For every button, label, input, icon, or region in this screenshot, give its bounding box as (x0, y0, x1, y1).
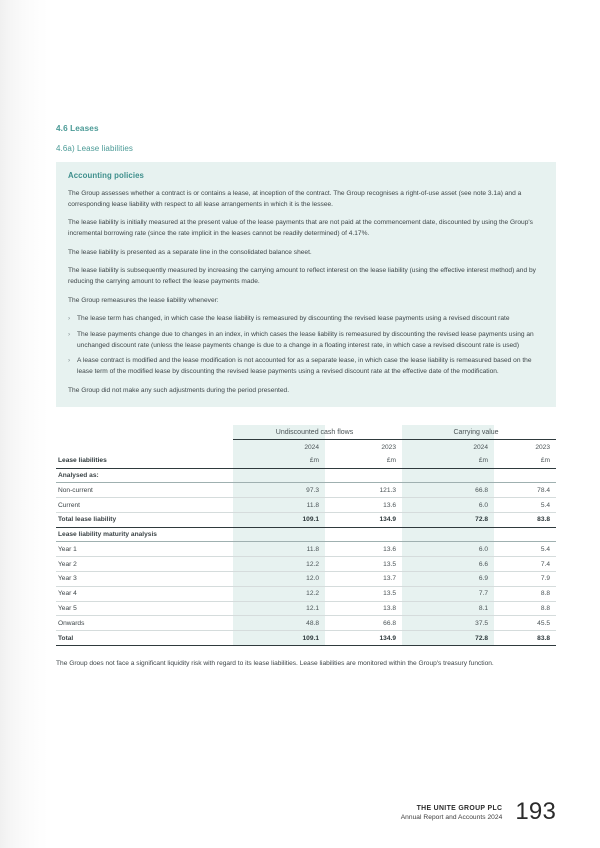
cell-carrying-2023: 5.4 (494, 498, 556, 513)
section-spacer (233, 527, 325, 542)
unit-undiscounted-2023: £m (325, 454, 402, 468)
cell-carrying-2024: 72.8 (402, 631, 494, 646)
cell-undiscounted-2024: 11.8 (233, 542, 325, 557)
policy-paragraph: The Group remeasures the lease liability whenever: (68, 296, 219, 304)
list-item: › The lease term has changed, in which case the lease liability is remeasured by discounting the revised lease payments using a revised discount rate (68, 314, 544, 325)
cell-undiscounted-2023: 13.5 (325, 586, 402, 601)
cell-undiscounted-2023: 13.6 (325, 542, 402, 557)
table-row (56, 498, 556, 513)
subsection-heading: 4.6a) Lease liabilities (56, 144, 134, 153)
section-spacer (325, 468, 402, 483)
table-row-total-lease-liability (56, 512, 556, 527)
table-group-header-row (56, 425, 556, 439)
section-spacer (494, 527, 556, 542)
year-carrying-2023: 2023 (535, 443, 551, 451)
cell-undiscounted-2024: 97.3 (233, 483, 325, 498)
table-row (56, 586, 556, 601)
remeasurement-bullet-list (68, 314, 544, 377)
cell-carrying-2024: 7.7 (402, 586, 494, 601)
cell-undiscounted-2024: 109.1 (233, 631, 325, 646)
table-row (56, 616, 556, 631)
policy-closing-paragraph: The Group did not make any such adjustments during the period presented. (68, 386, 290, 394)
table-row (56, 601, 556, 616)
cell-carrying-2023: 83.8 (494, 631, 556, 646)
unit-undiscounted-2024: £m (233, 454, 325, 468)
cell-carrying-2024: 72.8 (402, 512, 494, 527)
cell-carrying-2023: 83.8 (494, 512, 556, 527)
cell-carrying-2023: 45.5 (494, 616, 556, 631)
year-row-spacer (56, 440, 233, 454)
cell-undiscounted-2023: 134.9 (325, 631, 402, 646)
row-label: Year 5 (56, 601, 233, 616)
table-section-row-maturity-analysis (56, 527, 556, 542)
table-row (56, 542, 556, 557)
policy-paragraph: The lease liability is presented as a separate line in the consolidated balance sheet. (68, 248, 312, 256)
group-header-carrying: Carrying value (402, 425, 556, 439)
table-row-total (56, 631, 556, 646)
year-carrying-2024: 2024 (473, 443, 488, 451)
page-footer (401, 800, 556, 826)
page-content (56, 124, 556, 676)
cell-undiscounted-2024: 11.8 (233, 498, 325, 513)
table-row (56, 572, 556, 587)
row-label: Total lease liability (56, 512, 233, 527)
footer-company-name: THE UNITE GROUP PLC (416, 804, 503, 812)
list-item: › The lease payments change due to changes in an index, in which cases the lease liability is remeasured by discounting the revised lease payments using an unchanged discount rate (unless the lease payments change is due to a change in a floating interest rate, in which case a revised discount rate is used) (68, 330, 544, 351)
section-heading: 4.6 Leases (56, 124, 99, 133)
cell-carrying-2023: 8.8 (494, 601, 556, 616)
lease-liabilities-table (56, 425, 556, 646)
section-spacer (325, 527, 402, 542)
table-row-header-label: Lease liabilities (56, 454, 233, 468)
row-label: Current (56, 498, 233, 513)
page-binding-shadow (0, 0, 48, 848)
cell-undiscounted-2024: 12.2 (233, 557, 325, 572)
cell-undiscounted-2023: 13.7 (325, 572, 402, 587)
cell-carrying-2023: 78.4 (494, 483, 556, 498)
row-label: Year 4 (56, 586, 233, 601)
cell-carrying-2024: 6.9 (402, 572, 494, 587)
cell-undiscounted-2024: 48.8 (233, 616, 325, 631)
section-spacer (402, 527, 494, 542)
section-label: Lease liability maturity analysis (56, 527, 233, 542)
policy-paragraph: The Group assesses whether a contract is or contains a lease, at inception of the contract. The Group recognises a right-of-use asset (see note 3.1a) and a corresponding lease liability with respect to all lease arrangements in which it is the lessee. (68, 190, 522, 208)
cell-undiscounted-2024: 12.1 (233, 601, 325, 616)
unit-carrying-2024: £m (402, 454, 494, 468)
cell-undiscounted-2024: 12.2 (233, 586, 325, 601)
table-unit-row (56, 454, 556, 468)
section-spacer (494, 468, 556, 483)
cell-carrying-2024: 37.5 (402, 616, 494, 631)
year-undiscounted-2023: 2023 (381, 443, 396, 451)
section-label: Analysed as: (56, 468, 233, 483)
policy-paragraph: The lease liability is initially measured at the present value of the lease payments that are not paid at the commencement date, discounted by using the Group's incremental borrowing rate (since the rate implicit in the leases cannot be readily determined) of 4.17%. (68, 219, 533, 238)
accounting-policies-title: Accounting policies (68, 171, 144, 180)
row-label: Year 1 (56, 542, 233, 557)
row-label: Year 2 (56, 557, 233, 572)
cell-carrying-2024: 6.6 (402, 557, 494, 572)
page-number: 193 (515, 798, 556, 825)
cell-undiscounted-2023: 121.3 (325, 483, 402, 498)
row-label: Total (56, 631, 233, 646)
policy-paragraph: The lease liability is subsequently measured by increasing the carrying amount to reflect interest on the lease liability (using the effective interest method) and by reducing the carrying amount to reflect the lease payments made. (68, 267, 536, 286)
list-item: › A lease contract is modified and the lease modification is not accounted for as a separate lease, in which case the lease liability is remeasured based on the lease term of the modified lease by discounting the revised lease payments using a revised discount rate at the effective date of the modification. (68, 356, 544, 377)
footer-report-title: Annual Report and Accounts 2024 (400, 814, 503, 822)
row-label: Non-current (56, 483, 233, 498)
cell-undiscounted-2023: 13.5 (325, 557, 402, 572)
table-year-row (56, 440, 556, 454)
section-spacer (233, 468, 325, 483)
table-row (56, 557, 556, 572)
footer-text-block (401, 804, 503, 823)
cell-carrying-2024: 6.0 (402, 542, 494, 557)
group-header-spacer (56, 425, 233, 439)
section-spacer (402, 468, 494, 483)
cell-carrying-2024: 8.1 (402, 601, 494, 616)
unit-carrying-2023: £m (494, 454, 556, 468)
row-label: Year 3 (56, 572, 233, 587)
cell-carrying-2023: 7.9 (494, 572, 556, 587)
cell-carrying-2023: 7.4 (494, 557, 556, 572)
group-header-undiscounted: Undiscounted cash flows (233, 425, 402, 439)
row-label: Onwards (56, 616, 233, 631)
cell-undiscounted-2024: 12.0 (233, 572, 325, 587)
cell-carrying-2023: 5.4 (494, 542, 556, 557)
accounting-policies-callout (56, 162, 556, 407)
cell-undiscounted-2023: 134.9 (325, 512, 402, 527)
table-row (56, 483, 556, 498)
cell-undiscounted-2024: 109.1 (233, 512, 325, 527)
cell-undiscounted-2023: 13.8 (325, 601, 402, 616)
cell-carrying-2023: 8.8 (494, 586, 556, 601)
table-section-row-analysed-as (56, 468, 556, 483)
cell-undiscounted-2023: 66.8 (325, 616, 402, 631)
year-undiscounted-2024: 2024 (304, 443, 319, 451)
cell-undiscounted-2023: 13.6 (325, 498, 402, 513)
liquidity-risk-note: The Group does not face a significant liquidity risk with regard to its lease liabilities. Lease liabilities are monitored within the Group's treasury function. (56, 659, 494, 667)
cell-carrying-2024: 66.8 (402, 483, 494, 498)
cell-carrying-2024: 6.0 (402, 498, 494, 513)
lease-liabilities-table-wrap (56, 425, 556, 646)
